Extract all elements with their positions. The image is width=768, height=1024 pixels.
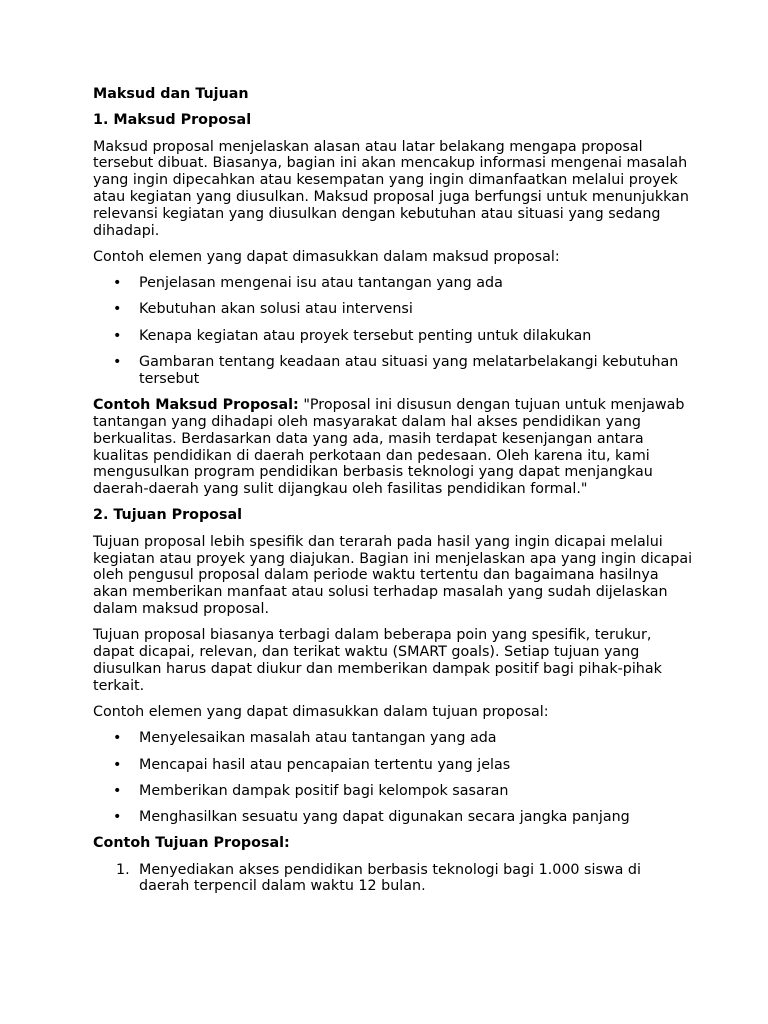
list-item-text: Kebutuhan akan solusi atau intervensi: [139, 301, 413, 318]
paragraph-tujuan-2: Tujuan proposal biasanya terbagi dalam beberapa poin yang spesifik, terukur, dapat dicapai, relevan, dan terikat waktu (SMART goals). Setiap tujuan yang diusulkan harus dapat diukur dan memberikan dampak positif bagi pihak-pihak terkait.: [93, 627, 662, 694]
example-maksud: [93, 397, 693, 498]
bullet-icon: •: [113, 782, 122, 799]
bullet-icon: •: [113, 730, 122, 747]
document-body: [93, 86, 693, 905]
paragraph-maksud: Maksud proposal menjelaskan alasan atau latar belakang mengapa proposal tersebut dibuat. Biasanya, bagian ini akan mencakup informasi mengenai masalah yang ingin dipecahkan atau kesempatan yang ingin dimanfaatkan melalui proyek atau kegiatan yang diusulkan. Maksud proposal juga berfungsi untuk menunjukkan relevansi kegiatan yang diusulkan dengan kebutuhan atau situasi yang sedang dihadapi.: [93, 138, 689, 239]
list-item-text: Menyelesaikan masalah atau tantangan yang ada: [139, 730, 497, 747]
list-intro-maksud: Contoh elemen yang dapat dimasukkan dalam maksud proposal:: [93, 248, 560, 265]
list-item: [93, 757, 693, 774]
paragraph-tujuan-1: Tujuan proposal lebih spesifik dan terarah pada hasil yang ingin dicapai melalui kegiatan atau proyek yang diajukan. Bagian ini menjelaskan apa yang ingin dicapai oleh pengusul proposal dalam periode waktu tertentu dan bagaimana hasilnya akan memberikan manfaat atau solusi terhadap masalah yang sudah dijelaskan dalam maksud proposal.: [93, 533, 693, 617]
list-item: [93, 354, 693, 388]
section-heading-maksud: 1. Maksud Proposal: [93, 112, 252, 129]
bullet-list-tujuan: [93, 730, 693, 826]
bullet-icon: •: [113, 327, 122, 344]
list-number: 1.: [116, 861, 130, 878]
list-item-text: Mencapai hasil atau pencapaian tertentu yang jelas: [139, 756, 511, 773]
list-item-text: Memberikan dampak positif bagi kelompok sasaran: [139, 782, 509, 799]
bullet-icon: •: [113, 756, 122, 773]
example-label-maksud: Contoh Maksud Proposal:: [93, 397, 299, 414]
list-intro-tujuan: Contoh elemen yang dapat dimasukkan dalam tujuan proposal:: [93, 703, 549, 720]
list-item: [93, 301, 693, 318]
list-item-text: Gambaran tentang keadaan atau situasi yang melatarbelakangi kebutuhan tersebut: [139, 354, 679, 387]
list-item: [93, 275, 693, 292]
section-heading-tujuan: 2. Tujuan Proposal: [93, 507, 243, 524]
bullet-icon: •: [113, 354, 122, 371]
list-item: [93, 783, 693, 800]
numbered-list-tujuan: [93, 862, 693, 896]
example-text-maksud: "Proposal ini disusun dengan tujuan untuk menjawab tantangan yang dihadapi oleh masyarakat dalam hal akses pendidikan yang berkualitas. Berdasarkan data yang ada, masih terdapat kesenjangan antara kualitas pendidikan di daerah perkotaan dan pedesaan. Oleh karena itu, kami mengusulkan program pendidikan berbasis teknologi yang dapat menjangkau daerah-daerah yang sulit dijangkau oleh fasilitas pendidikan formal.": [93, 397, 685, 498]
bullet-list-maksud: [93, 275, 693, 387]
numbered-list-item-text: Menyediakan akses pendidikan berbasis teknologi bagi 1.000 siswa di daerah terpencil dalam waktu 12 bulan.: [139, 861, 641, 895]
list-item: [93, 328, 693, 345]
list-item: [93, 730, 693, 747]
list-item: [93, 809, 693, 826]
document-title: Maksud dan Tujuan: [93, 86, 249, 102]
list-item-text: Kenapa kegiatan atau proyek tersebut penting untuk dilakukan: [139, 327, 592, 344]
list-item-text: Menghasilkan sesuatu yang dapat digunakan secara jangka panjang: [139, 809, 630, 826]
bullet-icon: •: [113, 301, 122, 318]
list-item-text: Penjelasan mengenai isu atau tantangan yang ada: [139, 275, 503, 292]
bullet-icon: •: [113, 809, 122, 826]
bullet-icon: •: [113, 275, 122, 292]
example-heading-tujuan: Contoh Tujuan Proposal:: [93, 835, 290, 852]
numbered-list-item: [93, 862, 693, 896]
